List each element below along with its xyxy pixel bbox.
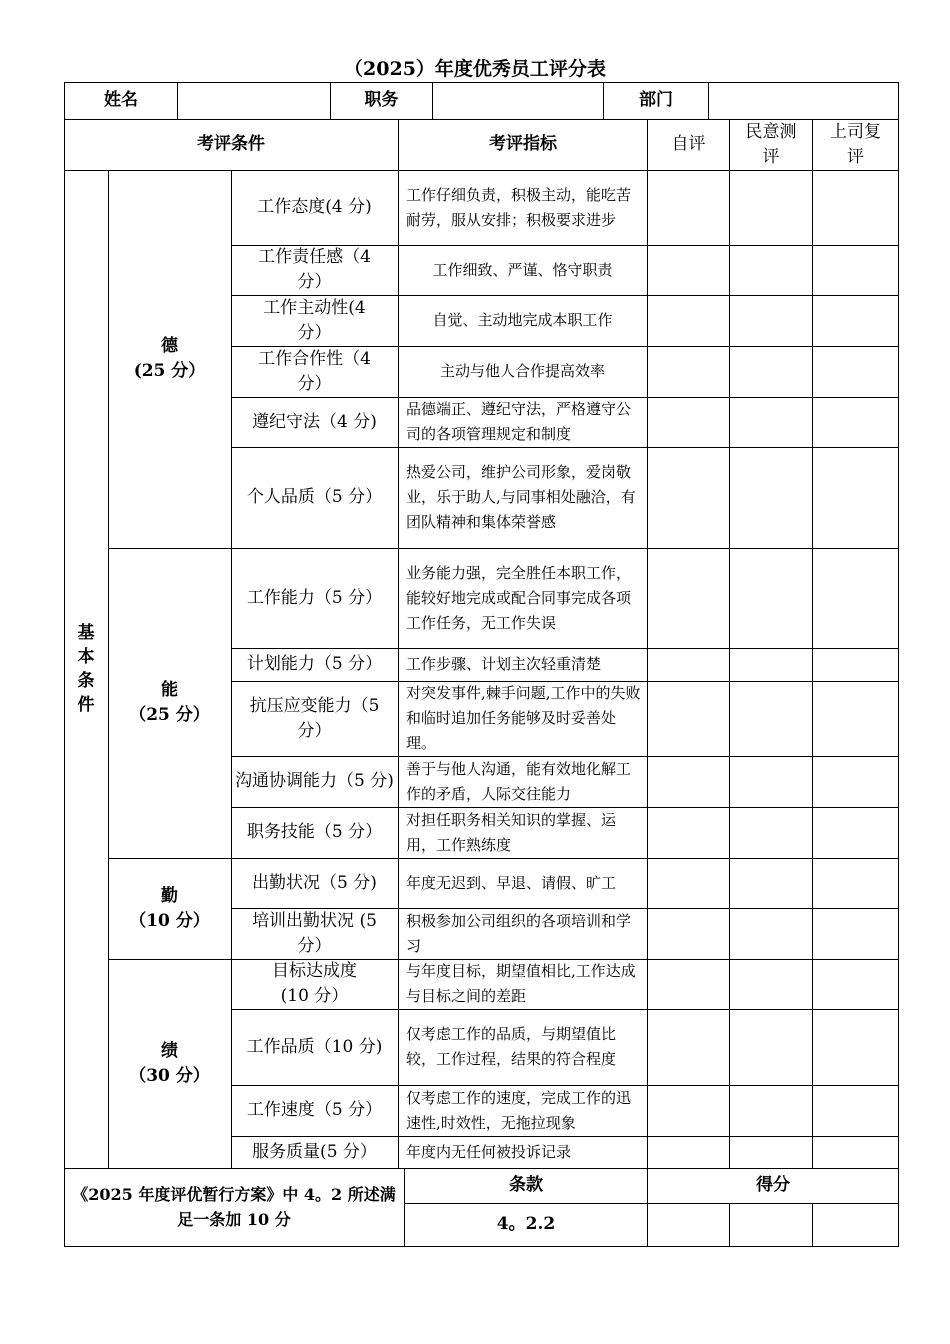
- supervisor-eval-header: 上司复评: [830, 121, 881, 167]
- group-label: 德: [161, 336, 178, 356]
- group-cell: [108, 170, 231, 548]
- item-name: 沟通协调能力（5 分): [235, 771, 394, 791]
- indicators-header: 考评指标: [489, 134, 557, 154]
- position-field[interactable]: [433, 82, 603, 119]
- group-neng: [129, 678, 210, 728]
- group-points: （10 分）: [129, 910, 210, 931]
- group-ji: [129, 1039, 210, 1089]
- name-label: 姓名: [104, 90, 138, 110]
- item-name: 个人品质（5 分）: [246, 487, 383, 507]
- group-points: (25 分）: [133, 361, 206, 381]
- item-name: 工作能力（5 分）: [246, 587, 383, 608]
- group-qin: [129, 884, 210, 934]
- group-label: 绩: [160, 1040, 178, 1061]
- department-field[interactable]: [709, 82, 898, 119]
- item-name: 工作主动性(4 分）: [263, 297, 366, 343]
- section-cell: [64, 170, 108, 1168]
- peer-eval-header: 民意测评: [745, 121, 797, 167]
- section-label: 基本条件: [77, 623, 95, 715]
- group-label: 勤: [160, 885, 178, 906]
- name-field[interactable]: [178, 82, 330, 119]
- group-label: 能: [160, 680, 178, 700]
- item-indicator: 年度无迟到、早退、请假、旷工: [406, 873, 617, 892]
- item-name: 遵纪守法（4 分): [252, 411, 377, 432]
- item-indicator: 对担任职务相关知识的掌握、运用，工作熟练度: [406, 810, 617, 854]
- score-label: 得分: [756, 1175, 790, 1195]
- item-name: 培训出勤状况 (5 分）: [252, 910, 377, 956]
- item-indicator: 工作仔细负责，积极主动，能吃苦耐劳，服从安排；积极要求进步: [406, 185, 632, 229]
- item-indicator: 年度内无任何被投诉记录: [406, 1142, 572, 1161]
- item-name: 工作责任感（4 分）: [258, 247, 371, 292]
- clause-value: 4。2.2: [496, 1214, 556, 1234]
- item-name: 工作合作性（4 分）: [258, 348, 371, 394]
- item-indicator: 对突发事件,棘手问题,工作中的失败和临时追加任务能够及时妥善处理。: [406, 684, 641, 752]
- group-cell: [108, 959, 231, 1168]
- item-indicator: 仅考虑工作的品质，与期望值比较，工作过程，结果的符合程度: [406, 1025, 617, 1068]
- item-indicator: 工作细致、严谨、恪守职责: [432, 260, 613, 279]
- group-de: [134, 334, 206, 384]
- page-title: （2025）年度优秀员工评分表: [344, 58, 606, 80]
- item-name: 工作品质（10 分): [246, 1036, 383, 1057]
- self-eval-header: 自评: [671, 134, 706, 154]
- item-name: 计划能力（5 分）: [246, 654, 383, 674]
- item-indicator: 业务能力强，完全胜任本职工作，能较好地完成或配合同事完成各项工作任务，无工作失误: [406, 563, 632, 632]
- item-name: 服务质量(5 分）: [252, 1141, 377, 1162]
- bonus-note: 《2025 年度评优暂行方案》中 4。2 所述满足一条加 10 分: [72, 1185, 396, 1229]
- item-name: 职务技能（5 分）: [246, 822, 383, 842]
- item-indicator: 自觉、主动地完成本职工作: [432, 311, 613, 329]
- item-name: 抗压应变能力（5 分）: [249, 695, 380, 741]
- position-label: 职务: [364, 90, 399, 110]
- group-cell: [108, 548, 231, 858]
- item-indicator: 工作步骤、计划主次轻重清楚: [406, 655, 602, 673]
- group-points: （25 分）: [129, 705, 210, 725]
- item-name: 工作态度(4 分): [257, 197, 372, 217]
- item-name: 工作速度（5 分）: [246, 1100, 383, 1120]
- item-name: 目标达成度 (10 分）: [272, 961, 357, 1006]
- item-indicator: 善于与他人沟通，能有效地化解工作的矛盾，人际交往能力: [406, 759, 632, 803]
- criteria-header: 考评条件: [197, 134, 265, 154]
- item-indicator: 积极参加公司组织的各项培训和学习: [406, 911, 632, 955]
- item-indicator: 与年度目标，期望值相比,工作达成与目标之间的差距: [406, 962, 636, 1005]
- group-cell: [108, 858, 231, 959]
- item-indicator: 仅考虑工作的速度，完成工作的迅速性,时效性，无拖拉现象: [406, 1088, 632, 1132]
- group-points: （30 分）: [129, 1065, 210, 1086]
- item-name: 出勤状况（5 分): [252, 872, 377, 893]
- item-indicator: 热爱公司，维护公司形象，爱岗敬业，乐于助人,与同事相处融洽，有团队精神和集体荣誉感: [406, 463, 636, 531]
- item-indicator: 主动与他人合作提高效率: [439, 362, 605, 380]
- clause-label: 条款: [509, 1175, 543, 1195]
- department-label: 部门: [639, 90, 673, 110]
- item-indicator: 品德端正、遵纪守法，严格遵守公司的各项管理规定和制度: [406, 400, 632, 443]
